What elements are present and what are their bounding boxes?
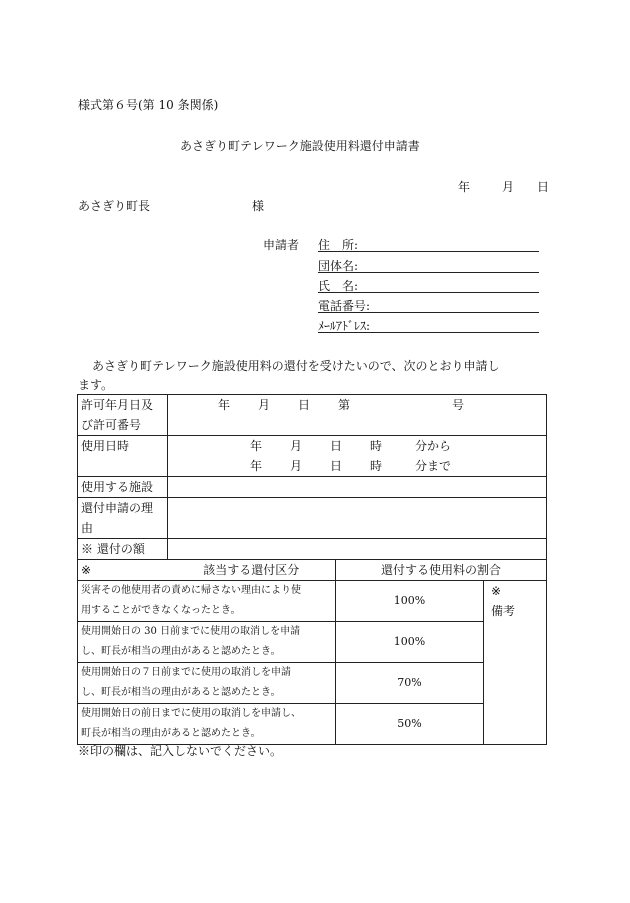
remarks-mark: ※ xyxy=(491,584,502,598)
facility-value-cell[interactable] xyxy=(168,477,547,498)
address-label: 住 所: xyxy=(318,238,359,252)
footnote: ※印の欄は、記入しないでください。 xyxy=(78,744,283,758)
applicant-group-field[interactable] xyxy=(318,257,539,273)
application-table xyxy=(77,394,547,745)
applicant-email-field[interactable] xyxy=(318,317,539,333)
name-label: 氏 名: xyxy=(318,279,359,293)
remarks-cell[interactable] xyxy=(484,581,547,745)
usage-label: 使用日時 xyxy=(78,436,168,477)
usage-to-line: 年 月 日 時 分まで xyxy=(249,459,451,473)
refund-category-row: 使用開始日の７日前までに使用の取消しを申請 し、町長が相当の理由があると認めたとき。 xyxy=(78,663,336,704)
refund-ratio: 70% xyxy=(336,663,484,704)
reason-value-cell[interactable] xyxy=(168,498,547,539)
applicant-label: 申請者 xyxy=(263,238,300,252)
refund-category-row: 使用開始日の前日までに使用の取消しを申請し、 町長が相当の理由があると認めたとき。 xyxy=(78,704,336,745)
refund-ratio: 100% xyxy=(336,622,484,663)
form-number: 様式第６号(第 10 条関係) xyxy=(78,98,219,112)
permit-value-cell[interactable]: 年 月 日 第 号 xyxy=(168,395,547,436)
refund-category-row: 使用開始日の 30 日前までに使用の取消しを申請 し、町長が相当の理由があると認めたとき。 xyxy=(78,622,336,663)
applicant-address-field[interactable] xyxy=(318,236,539,252)
refund-ratio: 100% xyxy=(336,581,484,622)
reason-label: 還付申請の理 由 xyxy=(78,498,168,539)
amount-label: ※ 還付の額 xyxy=(78,539,168,560)
facility-label: 使用する施設 xyxy=(78,477,168,498)
usage-from-line: 年 月 日 時 分から xyxy=(249,439,451,453)
refund-category-row: 災害その他使用者の責めに帰さない理由により使 用することができなくなったとき。 xyxy=(78,581,336,622)
phone-label: 電話番号: xyxy=(318,299,371,313)
applicant-phone-field[interactable] xyxy=(318,297,539,313)
amount-value-cell[interactable] xyxy=(168,539,547,560)
intro-line-2: ます。 xyxy=(78,378,114,392)
date-day: 日 xyxy=(537,180,550,194)
remarks-label: 備考 xyxy=(491,604,516,618)
applicant-name-field[interactable] xyxy=(318,277,539,293)
group-label: 団体名: xyxy=(318,259,359,273)
date-month: 月 xyxy=(502,180,515,194)
category-header: 該当する還付区分 xyxy=(168,560,336,581)
category-mark: ※ xyxy=(78,560,168,581)
date-year: 年 xyxy=(458,180,471,194)
intro-line-1: あさぎり町テレワーク施設使用料の還付を受けたいので、次のとおり申請し xyxy=(92,359,500,373)
form-title: あさぎり町テレワーク施設使用料還付申請書 xyxy=(180,139,420,153)
usage-value-cell[interactable] xyxy=(168,436,547,477)
email-label: ﾒｰﾙｱﾄﾞﾚｽ: xyxy=(318,319,371,333)
refund-ratio: 50% xyxy=(336,704,484,745)
ratio-header: 還付する使用料の割合 xyxy=(336,560,547,581)
permit-label: 許可年月日及 び許可番号 xyxy=(78,395,168,436)
addressee-name: あさぎり町長 xyxy=(78,199,151,213)
addressee-honorific: 様 xyxy=(252,199,265,213)
